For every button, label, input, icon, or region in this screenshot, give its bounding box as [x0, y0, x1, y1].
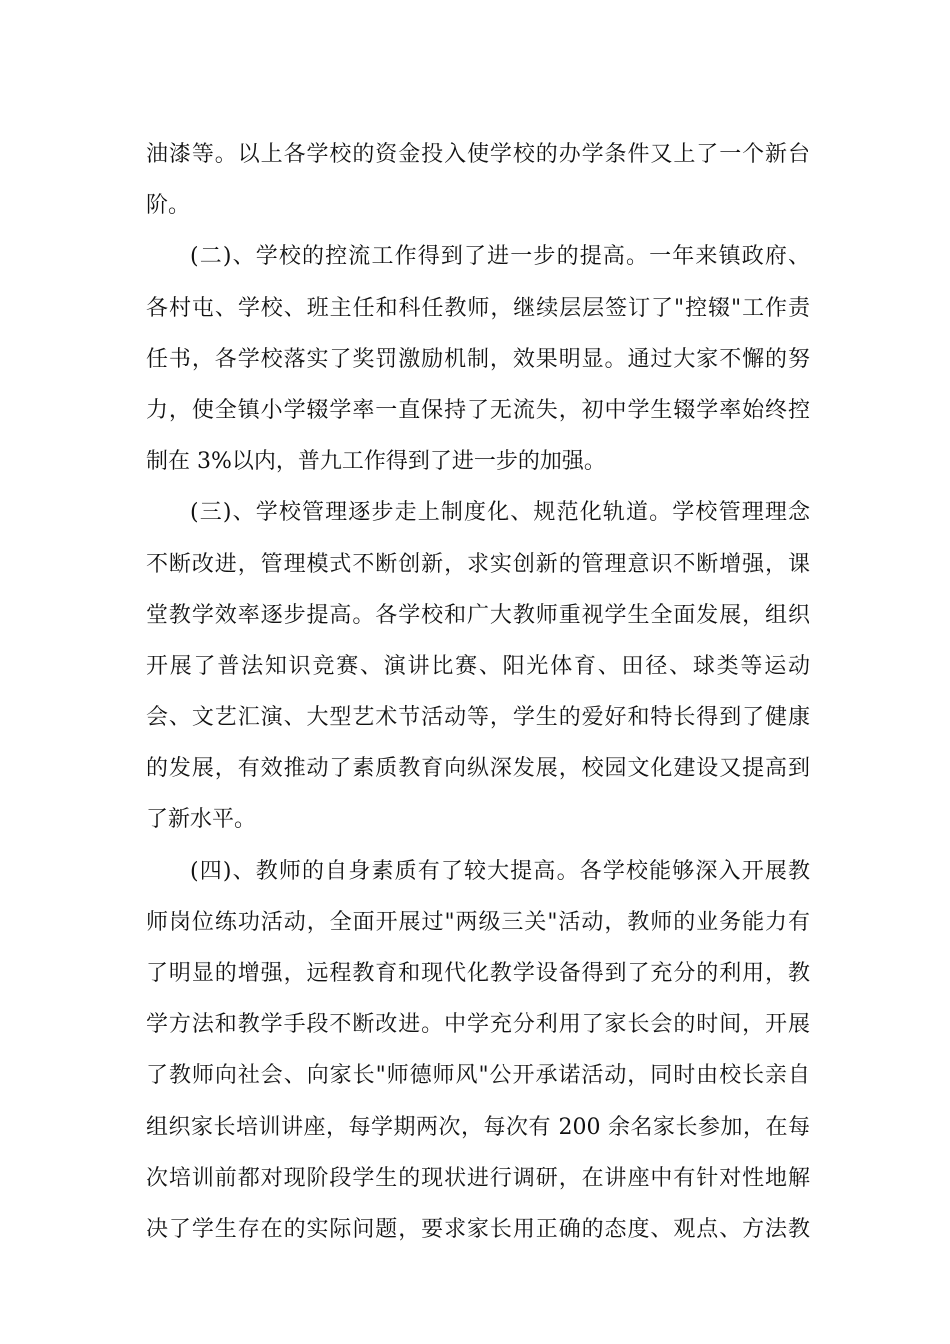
- text-line: 了教师向社会、向家长"师德师风"公开承诺活动，同时由校长亲自: [146, 1063, 810, 1089]
- text-line: 组织家长培训讲座，每学期两次，每次有 200 余名家长参加，在每: [146, 1114, 810, 1140]
- text-line: 堂教学效率逐步提高。各学校和广大教师重视学生全面发展，组织: [146, 602, 810, 628]
- text-line: 学方法和教学手段不断改进。中学充分利用了家长会的时间，开展: [146, 1012, 810, 1038]
- text-line: 的发展，有效推动了素质教育向纵深发展，校园文化建设又提高到: [146, 756, 810, 782]
- text-line: 师岗位练功活动，全面开展过"两级三关"活动，教师的业务能力有: [146, 909, 810, 935]
- text-line: 了明显的增强，远程教育和现代化教学设备得到了充分的利用，教: [146, 961, 810, 986]
- text-line: (二)、学校的控流工作得到了进一步的提高。一年来镇政府、: [190, 244, 810, 270]
- text-line: 开展了普法知识竞赛、演讲比赛、阳光体育、田径、球类等运动: [146, 653, 810, 679]
- text-line: 油漆等。以上各学校的资金投入使学校的办学条件又上了一个新台: [146, 142, 810, 167]
- text-line: (四)、教师的自身素质有了较大提高。各学校能够深入开展教: [190, 858, 810, 884]
- text-line: 制在 3%以内，普九工作得到了进一步的加强。: [146, 449, 606, 475]
- text-line: 会、文艺汇演、大型艺术节活动等，学生的爱好和特长得到了健康: [146, 705, 810, 731]
- text-line: (三)、学校管理逐步走上制度化、规范化轨道。学校管理理念: [190, 500, 810, 526]
- text-line: 各村屯、学校、班主任和科任教师，继续层层签订了"控辍"工作责: [146, 295, 810, 321]
- text-line: 不断改进，管理模式不断创新，求实创新的管理意识不断增强，课: [146, 551, 810, 577]
- text-line: 阶。: [146, 193, 191, 219]
- text-line: 了新水平。: [146, 807, 257, 833]
- text-line: 次培训前都对现阶段学生的现状进行调研，在讲座中有针对性地解: [146, 1165, 810, 1191]
- text-line: 任书，各学校落实了奖罚激励机制，效果明显。通过大家不懈的努: [146, 346, 810, 372]
- text-line: 决了学生存在的实际问题，要求家长用正确的态度、观点、方法教: [146, 1216, 810, 1242]
- document-body: [146, 129, 810, 1255]
- text-line: 力，使全镇小学辍学率一直保持了无流失，初中学生辍学率始终控: [146, 397, 810, 423]
